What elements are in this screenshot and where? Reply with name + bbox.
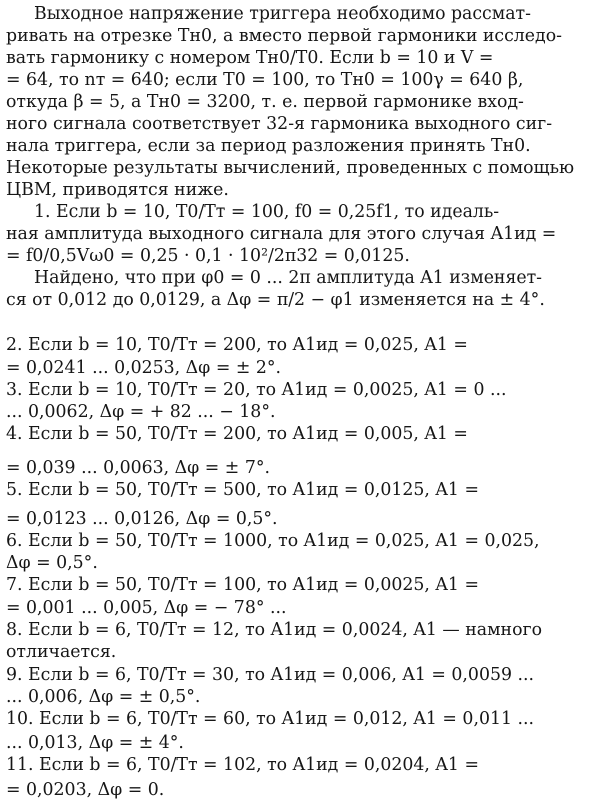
list-item: 11. Если b = 6, T0/Tт = 102, то A1ид = 0,0204, A1 = [6,755,479,775]
text-line: 1. Если b = 10, T0/Tт = 100, f0 = 0,25f1, то идеаль- [34,202,500,222]
list-item: 3. Если b = 10, T0/Tт = 20, то A1ид = 0,0025, A1 = 0 ... [6,380,507,400]
text-line: отличается. [6,642,117,662]
text-line: ривать на отрезке Tн0, а вместо первой гармоники исследо- [6,26,562,46]
text-line: = 0,0203, Δφ = 0. [6,780,165,800]
text-line: Некоторые результаты вычислений, проведенных с помощью [6,158,575,178]
text-line: = 0,039 ... 0,0063, Δφ = ± 7°. [6,458,270,478]
list-item: 5. Если b = 50, T0/Tт = 500, то A1ид = 0,0125, A1 = [6,480,479,500]
text-line: Выходное напряжение триггера необходимо рассмат- [34,4,531,24]
list-item: 10. Если b = 6, T0/Tт = 60, то A1ид = 0,012, A1 = 0,011 ... [6,709,534,729]
text-line: = 0,0123 ... 0,0126, Δφ = 0,5°. [6,509,278,529]
list-item: 2. Если b = 10, T0/Tт = 200, то A1ид = 0,025, A1 = [6,335,468,355]
list-item: 4. Если b = 50, T0/Tт = 200, то A1ид = 0,005, A1 = [6,424,468,444]
list-item: 7. Если b = 50, T0/Tт = 100, то A1ид = 0,0025, A1 = [6,575,479,595]
text-line: = 0,0241 ... 0,0253, Δφ = ± 2°. [6,358,282,378]
text-line: = 0,001 ... 0,005, Δφ = − 78° ... [6,598,287,618]
text-line: ного сигнала соответствует 32-я гармоника выходного сиг- [6,114,553,134]
list-item: 8. Если b = 6, T0/Tт = 12, то A1ид = 0,0024, A1 — намного [6,620,543,640]
text-line: Найдено, что при φ0 = 0 ... 2π амплитуда A1 изменяет- [34,268,543,288]
list-item: 9. Если b = 6, T0/Tт = 30, то A1ид = 0,006, A1 = 0,0059 ... [6,665,534,685]
text-line: откуда β = 5, а Tн0 = 3200, т. е. первой гармонике вход- [6,92,524,112]
text-line: вать гармонику с номером Tн0/T0. Если b = 10 и V = [6,48,494,68]
text-line: ... 0,0062, Δφ = + 82 ... − 18°. [6,402,276,422]
text-line: ся от 0,012 до 0,0129, а Δφ = π/2 − φ1 изменяется на ± 4°. [6,290,545,310]
text-line: = f0/0,5Vω0 = 0,25 · 0,1 · 10²/2π32 = 0,0125. [6,246,410,266]
text-line: ... 0,006, Δφ = ± 0,5°. [6,687,201,707]
text-line: = 64, то nт = 640; если T0 = 100, то Tн0 = 100γ = 640 β, [6,70,524,90]
text-line: Δφ = 0,5°. [6,553,98,573]
text-line: ная амплитуда выходного сигнала для этого случая A1ид = [6,224,557,244]
text-line: ЦВМ, приводятся ниже. [6,180,229,200]
list-item: 6. Если b = 50, T0/Tт = 1000, то A1ид = 0,025, A1 = 0,025, [6,531,540,551]
text-line: ... 0,013, Δφ = ± 4°. [6,733,184,753]
text-line: нала триггера, если за период разложения принять Tн0. [6,136,531,156]
